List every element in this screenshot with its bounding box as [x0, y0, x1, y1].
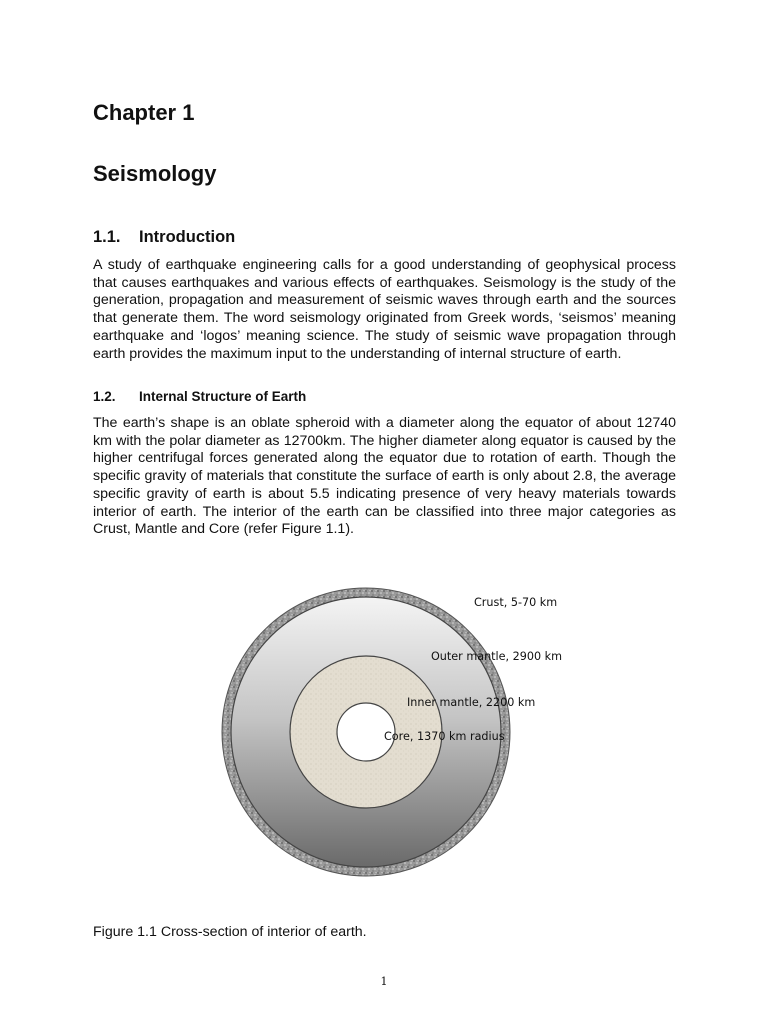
earth-cross-section-figure: [215, 572, 575, 892]
figure-caption: Figure 1.1 Cross-section of interior of earth.: [93, 924, 367, 940]
paragraph-introduction: A study of earthquake engineering calls for a good understanding of geophysical process that causes earthquakes and various effects of earthquakes. Seismology is the study of the generation, propagation and measurement of seismic waves through earth and the sources that generate them. The word seismology originated from Greek words, ‘seismos’ meaning earthquake and ‘logos’ meaning science. The study of seismic wave propagation through earth provides the maximum input to the understanding of internal structure of earth.: [93, 257, 676, 362]
section-heading-introduction: [93, 228, 235, 247]
section-title: Internal Structure of Earth: [139, 389, 307, 404]
section-number: 1.2.: [93, 389, 116, 404]
outer-mantle-label: Outer mantle, 2900 km: [431, 650, 563, 663]
page-number: 1: [380, 975, 388, 988]
section-number: 1.1.: [93, 228, 121, 246]
chapter-heading: Chapter 1: [93, 100, 195, 125]
crust-label: Crust, 5-70 km: [474, 596, 558, 609]
inner-mantle-label: Inner mantle, 2200 km: [407, 696, 536, 709]
chapter-title: Seismology: [93, 161, 217, 186]
earth-cross-section-diagram: [215, 572, 575, 892]
core-label: Core, 1370 km radius: [384, 730, 505, 743]
section-heading-internal-structure: [93, 389, 306, 404]
paragraph-internal-structure: The earth’s shape is an oblate spheroid with a diameter along the equator of about 12740 km with the polar diameter as 12700km. The higher diameter along equator is caused by the higher centrifugal forces generated along the equator due to rotation of earth. Though the specific gravity of materials that constitute the surface of earth is only about 2.8, the average specific gravity of earth is about 5.5 indicating presence of very heavy materials towards interior of earth. The interior of the earth can be classified into three major categories as Crust, Mantle and Core (refer Figure 1.1).: [93, 415, 676, 538]
section-title: Introduction: [139, 228, 236, 246]
